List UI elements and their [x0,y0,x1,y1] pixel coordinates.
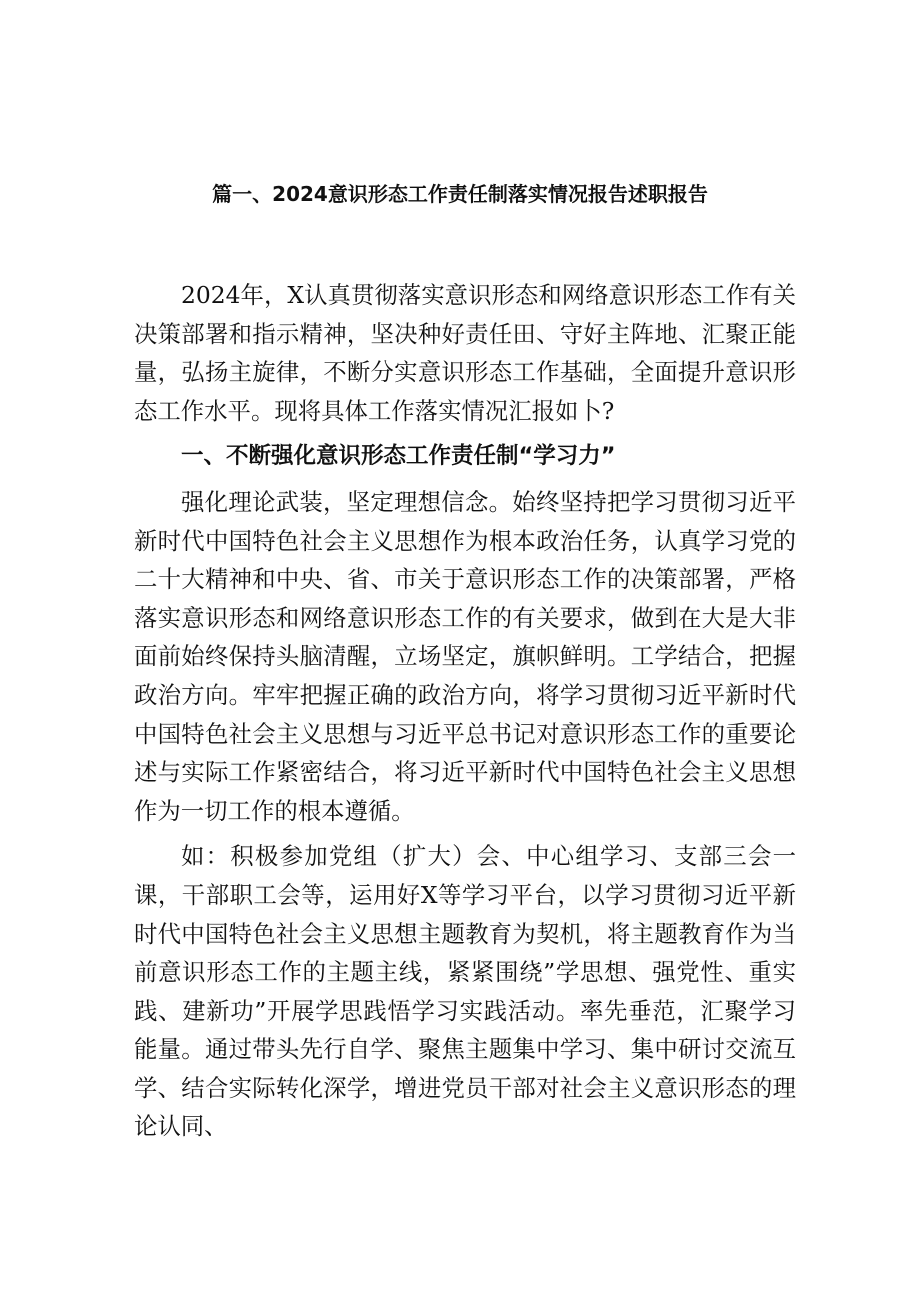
document-body [134,276,796,1146]
section-heading: 一、不断强化意识形态工作责任制“学习力” [181,443,616,470]
section-paragraph-1: 强化理论武装，坚定理想信念。始终坚持把学习贯彻习近平新时代中国特色社会主义思想作为根本政治任务，认真学习党的二十大精神和中央、省、市关于意识形态工作的决策部署，严格落实意识形态和网络意识形态工作的有关要求，做到在大是大非面前始终保持头脑清醒，立场坚定，旗帜鲜明。工学结合，把握政治方向。牢牢把握正确的政治方向，将学习贯彻习近平新时代中国特色社会主义思想与习近平总书记对意识形态工作的重要论述与实际工作紧密结合，将习近平新时代中国特色社会主义思想作为一切工作的根本遵循。 [134,487,796,825]
intro-paragraph: 2024年，X认真贯彻落实意识形态和网络意识形态工作有关决策部署和指示精神，坚决种好责任田、守好主阵地、汇聚正能量，弘扬主旋律，不断分实意识形态工作基础，全面提升意识形态工作水平。现将具体工作落实情况汇报如卜? [134,281,796,425]
document-title: 篇一、2024意识形态工作责任制落实情况报告述职报告 [212,182,708,206]
section-paragraph-2: 如：积极参加党组（扩大）会、中心组学习、支部三会一课，干部职工会等，运用好X等学习平台，以学习贯彻习近平新时代中国特色社会主义思想主题教育为契机，将主题教育作为当前意识形态工作的主题主线，紧紧围绕”学思想、强党性、重实践、建新功”开展学思践悟学习实践活动。率先垂范，汇聚学习能量。通过带头先行自学、聚焦主题集中学习、集中研讨交流互学、结合实际转化深学，增进党员干部对社会主义意识形态的理论认同、 [134,842,796,1141]
